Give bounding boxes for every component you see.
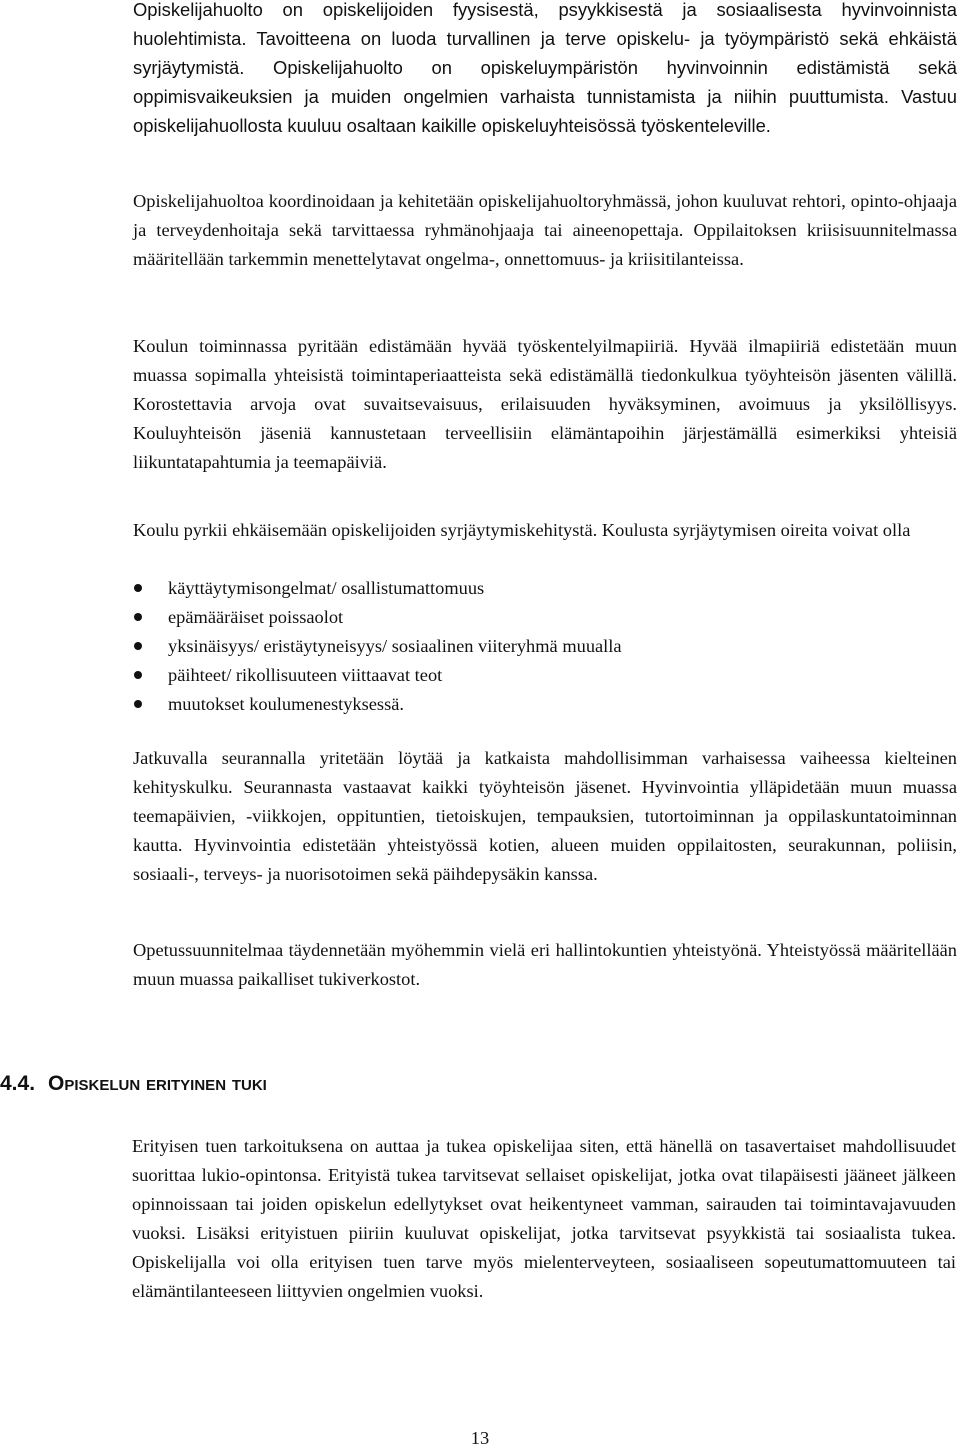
paragraph-curriculum-supplement: Opetussuunnitelmaa täydennetään myöhemmin vielä eri hallintokuntien yhteistyönä. Yhteistyössä määritellään muun muassa paikalliset tukiverkostot.: [133, 940, 957, 989]
list-item: käyttäytymisongelmat/ osallistumattomuus: [133, 574, 622, 603]
list-item: päihteet/ rikollisuuteen viittaavat teot: [133, 661, 622, 690]
exclusion-symptoms-list: [133, 574, 622, 719]
list-item: yksinäisyys/ eristäytyneisyys/ sosiaalinen viiteryhmä muualla: [133, 632, 622, 661]
bullet-icon: [134, 613, 142, 621]
paragraph-welfare-group: Opiskelijahuoltoa koordinoidaan ja kehitetään opiskelijahuoltoryhmässä, johon kuuluvat rehtori, opinto-ohjaaja ja terveydenhoitaja sekä tarvittaessa ryhmänohjaaja tai aineenopettaja. Oppilaitoksen kriisisuunnitelmassa määritellään tarkemmin menettelytavat ongelma-, onnettomuus- ja kriisitilanteissa.: [133, 191, 957, 269]
section-title: Opiskelun erityinen tuki: [48, 1072, 267, 1095]
list-item: epämääräiset poissaolot: [133, 603, 622, 632]
bullet-icon: [134, 671, 142, 679]
paragraph-exclusion-prevention: Koulu pyrkii ehkäisemään opiskelijoiden syrjäytymiskehitystä. Koulusta syrjäytymisen oireita voivat olla: [133, 520, 911, 540]
paragraph-special-support: Erityisen tuen tarkoituksena on auttaa ja tukea opiskelijaa siten, että hänellä on tasavertaiset mahdollisuudet suorittaa lukio-opintonsa. Erityistä tukea tarvitsevat sellaiset opiskelijat, jotka ovat tilapäisesti jääneet jälkeen opinnoissaan tai joiden opiskelun edellytykset ovat heikentyneet vamman, sairauden tai toimintavajavuuden vuoksi. Lisäksi erityistuen piiriin kuuluvat opiskelijat, jotka tarvitsevat psyykkistä tai sosiaalista tukea. Opiskelijalla voi olla erityisen tuen tarve myös mielenterveyteen, sosiaaliseen sopeutumattomuuteen tai elämäntilanteeseen liittyvien ongelmien vuoksi.: [132, 1136, 956, 1301]
list-item: muutokset koulumenestyksessä.: [133, 690, 622, 719]
paragraph-working-atmosphere: Koulun toiminnassa pyritään edistämään hyvää työskentelyilmapiiriä. Hyvää ilmapiiriä edistetään muun muassa sopimalla yhteisistä toimintaperiaatteista sekä edistämällä tiedonkulkua työyhteisön jäsenten välillä. Korostettavia arvoja ovat suvaitsevaisuus, erilaisuuden hyväksyminen, avoimuus ja yksilöllisyys. Kouluyhteisön jäseniä kannustetaan terveellisiin elämäntapoihin järjestämällä esimerkiksi yhteisiä liikuntatapahtumia ja teemapäiviä.: [133, 336, 957, 472]
bullet-icon: [134, 584, 142, 592]
paragraph-student-welfare-intro: Opiskelijahuolto on opiskelijoiden fyysisestä, psyykkisestä ja sosiaalisesta hyvinvoinnista huolehtimista. Tavoitteena on luoda turvallinen ja terve opiskelu- ja työympäristö sekä ehkäistä syrjäytymistä. Opiskelijahuolto on opiskeluympäristön hyvinvoinnin edistämistä sekä oppimisvaikeuksien ja muiden ongelmien varhaista tunnistamista ja niihin puuttumista. Vastuu opiskelijahuollosta kuuluu osaltaan kaikille opiskeluyhteisössä työskenteleville.: [133, 0, 957, 136]
section-heading: [0, 1072, 267, 1096]
section-number: 4.4.: [0, 1072, 36, 1095]
bullet-icon: [134, 700, 142, 708]
page-number: 13: [470, 1428, 490, 1448]
paragraph-monitoring: Jatkuvalla seurannalla yritetään löytää ja katkaista mahdollisimman varhaisessa vaiheessa kielteinen kehityskulku. Seurannasta vastaavat kaikki työyhteisön jäsenet. Hyvinvointia ylläpidetään muun muassa teemapäivien, -viikkojen, oppituntien, tietoiskujen, tempauksien, tutortoiminnan ja oppilaskuntatoiminnan kautta. Hyvinvointia edistetään yhteistyössä kotien, alueen muiden oppilaitosten, seurakunnan, poliisin, sosiaali-, terveys- ja nuorisotoimen sekä päihdepysäkin kanssa.: [133, 748, 957, 884]
bullet-icon: [134, 642, 142, 650]
